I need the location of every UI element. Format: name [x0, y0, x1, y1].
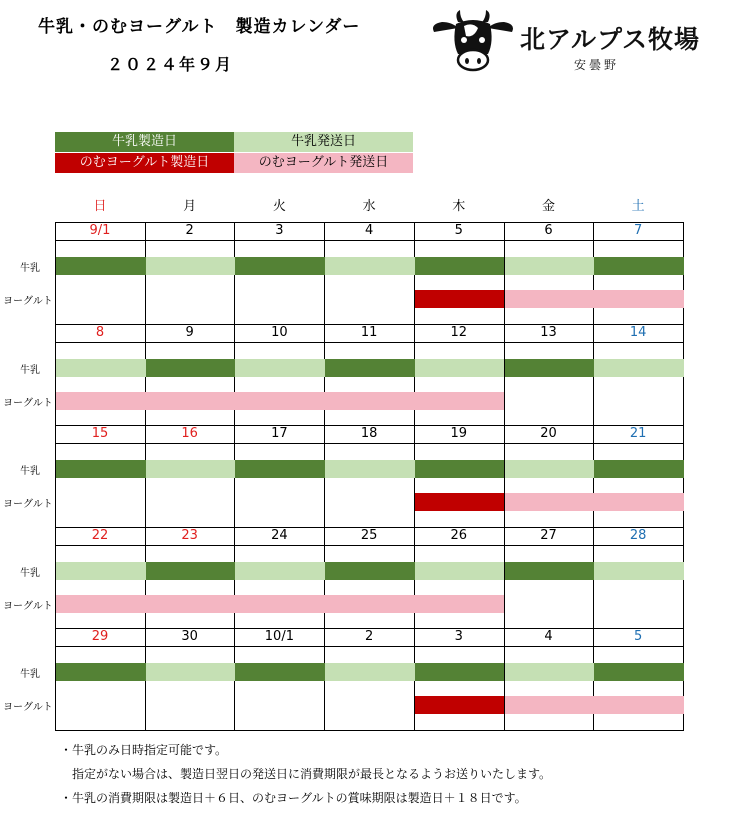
yogurt-ship-bar: [415, 392, 505, 410]
milk-make-bar: [56, 663, 146, 681]
week-body: [55, 342, 684, 427]
date-number: 17: [271, 426, 288, 441]
milk-row-label: 牛乳: [20, 567, 40, 579]
milk-make-bar: [505, 359, 595, 377]
yogurt-ship-bar: [325, 392, 415, 410]
weekday-label: 日: [93, 199, 107, 214]
milk-ship-bar: [415, 562, 505, 580]
milk-make-bar: [235, 663, 325, 681]
yogurt-ship-bar: [235, 392, 325, 410]
date-number: 26: [450, 527, 468, 543]
milk-ship-bar: [415, 359, 505, 377]
legend-item: のむヨーグルト製造日: [55, 153, 234, 173]
date-number: 29: [91, 629, 109, 644]
note-line: ・牛乳の消費期限は製造日＋６日、のむヨーグルトの賞味期限は製造日＋１８日です。: [60, 791, 527, 805]
milk-make-bar: [415, 663, 505, 681]
date-number: 2: [185, 223, 194, 238]
date-number: 2: [364, 629, 374, 644]
date-number: 4: [364, 223, 374, 238]
notes: [60, 738, 551, 810]
milk-ship-bar: [146, 257, 236, 275]
date-number: 22: [91, 527, 109, 543]
yogurt-ship-bar: [505, 493, 595, 511]
date-number: 24: [271, 527, 288, 543]
yogurt-ship-bar: [594, 696, 684, 714]
note-line: 指定がない場合は、製造日翌日の発送日に消費期限が最長となるようお送りいたします。: [60, 767, 552, 781]
yogurt-ship-bar: [146, 392, 236, 410]
date-number: 7: [634, 223, 643, 238]
date-number: 21: [629, 426, 647, 441]
yogurt-ship-bar: [56, 595, 146, 613]
brand-location: 安曇野: [574, 58, 620, 72]
milk-make-bar: [415, 257, 505, 275]
date-number: 3: [454, 629, 463, 644]
week-body: [55, 646, 684, 731]
date-number: 15: [91, 426, 109, 441]
milk-ship-bar: [325, 663, 415, 681]
yogurt-ship-bar: [235, 595, 325, 613]
milk-make-bar: [415, 460, 505, 478]
legend-item: のむヨーグルト発送日: [234, 153, 413, 173]
week-body: [55, 443, 684, 528]
milk-make-bar: [235, 257, 325, 275]
weekday-label: 土: [631, 199, 645, 214]
yogurt-ship-bar: [325, 595, 415, 613]
yogurt-row-label: ヨーグルト: [3, 499, 53, 510]
milk-make-bar: [594, 663, 684, 681]
date-number: 23: [181, 527, 198, 543]
milk-ship-bar: [146, 663, 236, 681]
yogurt-ship-bar: [505, 696, 595, 714]
milk-make-bar: [235, 460, 325, 478]
legend-item: 牛乳製造日: [55, 132, 234, 152]
date-number: 13: [540, 324, 557, 340]
milk-ship-bar: [594, 359, 684, 377]
date-number: 3: [275, 223, 284, 238]
milk-make-bar: [505, 562, 595, 580]
milk-make-bar: [594, 460, 684, 478]
milk-row-label: 牛乳: [20, 364, 40, 376]
yogurt-row-label: ヨーグルト: [3, 600, 53, 612]
milk-make-bar: [594, 257, 684, 275]
weekday-label: 月: [183, 199, 197, 214]
milk-make-bar: [56, 257, 146, 275]
milk-make-bar: [325, 562, 415, 580]
page-title: 牛乳・のむヨーグルト 製造カレンダー: [38, 17, 361, 37]
milk-row-label: 牛乳: [20, 669, 40, 680]
date-number: 9/1: [89, 223, 111, 238]
date-number: 6: [544, 223, 553, 238]
yogurt-make-bar: [415, 696, 505, 714]
date-number: 4: [544, 629, 553, 644]
yogurt-ship-bar: [146, 595, 236, 613]
milk-make-bar: [56, 460, 146, 478]
date-number: 12: [450, 324, 468, 340]
date-number: 25: [360, 527, 378, 543]
yogurt-make-bar: [415, 290, 505, 308]
date-number: 11: [360, 324, 378, 340]
month-title: ２０２４年９月: [107, 55, 234, 74]
yogurt-row-label: ヨーグルト: [3, 397, 53, 409]
yogurt-make-bar: [415, 493, 505, 511]
date-number: 16: [181, 426, 198, 441]
weekday-label: 金: [541, 199, 555, 214]
week-body: [55, 240, 684, 325]
milk-ship-bar: [505, 663, 595, 681]
yogurt-ship-bar: [505, 290, 595, 308]
milk-make-bar: [146, 562, 236, 580]
date-number: 9: [185, 324, 194, 340]
yogurt-row-label: ヨーグルト: [3, 296, 53, 307]
legend-item: 牛乳発送日: [234, 132, 413, 152]
date-number: 27: [540, 527, 557, 543]
week-body: [55, 545, 684, 630]
milk-ship-bar: [235, 359, 325, 377]
milk-ship-bar: [505, 257, 595, 275]
brand-name: 北アルプス牧場: [520, 25, 701, 54]
milk-row-label: 牛乳: [20, 263, 40, 274]
date-number: 10: [271, 324, 288, 340]
milk-ship-bar: [56, 562, 146, 580]
yogurt-ship-bar: [594, 290, 684, 308]
milk-ship-bar: [235, 562, 325, 580]
date-number: 5: [454, 223, 463, 238]
date-number: 28: [629, 527, 647, 543]
date-number: 30: [181, 629, 198, 644]
milk-ship-bar: [325, 257, 415, 275]
note-line: ・牛乳のみ日時指定可能です。: [60, 743, 228, 757]
yogurt-ship-bar: [56, 392, 146, 410]
date-number: 14: [629, 324, 647, 340]
milk-make-bar: [146, 359, 236, 377]
yogurt-ship-bar: [415, 595, 505, 613]
milk-ship-bar: [146, 460, 236, 478]
milk-ship-bar: [56, 359, 146, 377]
weekday-label: 木: [452, 199, 466, 214]
date-number: 18: [360, 426, 378, 441]
date-number: 20: [540, 426, 557, 441]
date-number: 10/1: [264, 629, 294, 644]
milk-row-label: 牛乳: [20, 466, 40, 477]
date-number: 5: [634, 629, 643, 644]
date-number: 19: [450, 426, 468, 441]
weekday-label: 火: [272, 199, 286, 214]
yogurt-row-label: ヨーグルト: [3, 702, 53, 713]
weekday-label: 水: [362, 199, 376, 214]
date-number: 8: [95, 324, 105, 340]
milk-ship-bar: [594, 562, 684, 580]
yogurt-ship-bar: [594, 493, 684, 511]
milk-ship-bar: [325, 460, 415, 478]
milk-make-bar: [325, 359, 415, 377]
milk-ship-bar: [505, 460, 595, 478]
